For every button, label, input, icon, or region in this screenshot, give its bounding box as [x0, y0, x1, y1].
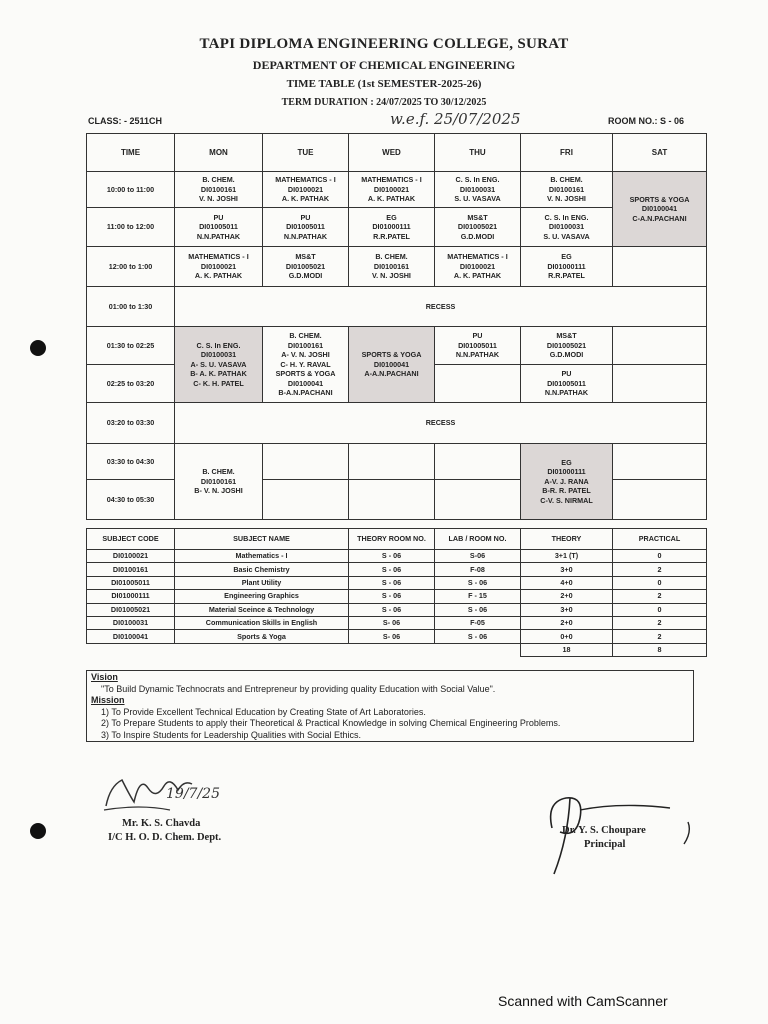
- lecture-cell: [349, 172, 435, 208]
- cell-line: DI01005011: [458, 340, 497, 350]
- col-subject-code: SUBJECT CODE: [87, 529, 175, 550]
- subject-name: Communication Skills in English: [175, 616, 349, 629]
- vision-title: Vision: [91, 672, 118, 682]
- cell-line: A-A.N.PACHANI: [364, 369, 419, 379]
- cell-line: EG: [561, 252, 572, 262]
- wef-date: w.e.f. 25/07/2025: [390, 110, 521, 128]
- subject-row: [87, 576, 707, 589]
- cell-line: B. CHEM.: [202, 175, 235, 185]
- punch-hole: [30, 823, 46, 839]
- subject-row: [87, 616, 707, 629]
- cell-line: C-V. S. NIRMAL: [540, 495, 593, 505]
- subject-code: DI0100031: [87, 616, 175, 629]
- cell-line: A. K. PATHAK: [453, 271, 502, 281]
- empty-cell: [435, 444, 521, 480]
- cell-line: B-A.N.PACHANI: [278, 388, 333, 398]
- empty-cell: [613, 480, 707, 520]
- subject-row: [87, 550, 707, 563]
- cell-line: B-R. R. PATEL: [542, 486, 591, 496]
- practical-hours: 0: [613, 576, 707, 589]
- cell-line: DI0100021: [200, 261, 237, 271]
- cell-line: DI0100041: [287, 378, 324, 388]
- cell-line: DI01005021: [546, 340, 587, 350]
- header-time: TIME: [87, 134, 175, 172]
- hod-title: I/C H. O. D. Chem. Dept.: [108, 832, 222, 843]
- lecture-cell: [521, 327, 613, 365]
- cell-line: DI0100031: [548, 222, 585, 232]
- subject-code: DI0100021: [87, 550, 175, 563]
- lecture-cell-shaded: [521, 444, 613, 520]
- subject-table: [86, 528, 707, 657]
- mission-item: 3) To Inspire Students for Leadership Qualities with Social Ethics.: [101, 729, 361, 740]
- class-label: CLASS: - 2511CH: [88, 116, 163, 126]
- cell-line: V. N. JOSHI: [547, 194, 586, 204]
- time-slot: 01:30 to 02:25: [87, 327, 175, 365]
- header-tue: TUE: [263, 134, 349, 172]
- cell-line: V. N. JOSHI: [372, 271, 411, 281]
- time-slot: 11:00 to 12:00: [87, 208, 175, 247]
- theory-room: S - 06: [349, 563, 435, 576]
- cell-line: MATHEMATICS - I: [447, 252, 508, 262]
- cell-line: B. CHEM.: [375, 252, 408, 262]
- theory-room: S- 06: [349, 630, 435, 643]
- lecture-cell: [435, 327, 521, 365]
- cell-line: DI01005021: [285, 261, 326, 271]
- empty-cell: [613, 365, 707, 403]
- time-slot: 03:20 to 03:30: [87, 403, 175, 444]
- cell-line: B. CHEM.: [202, 467, 235, 477]
- cell-line: MS&T: [556, 331, 577, 341]
- hod-name: Mr. K. S. Chavda: [122, 818, 201, 829]
- cell-line: DI0100161: [200, 184, 237, 194]
- cell-line: A- V. N. JOSHI: [281, 350, 330, 360]
- empty-cell: [613, 327, 707, 365]
- col-theory-room: THEORY ROOM NO.: [349, 529, 435, 550]
- college-name: TAPI DIPLOMA ENGINEERING COLLEGE, SURAT: [199, 36, 569, 52]
- cell-line: DI0100031: [200, 350, 237, 360]
- subject-row: [87, 603, 707, 616]
- cell-line: DI0100161: [287, 340, 324, 350]
- recess-cell: RECESS: [175, 287, 707, 327]
- subject-row: [87, 590, 707, 603]
- cell-line: C. S. In ENG.: [196, 340, 241, 350]
- timetable-title: TIME TABLE (1st SEMESTER-2025-26): [286, 78, 482, 90]
- lecture-cell: [263, 247, 349, 287]
- lecture-cell-shaded: [175, 327, 263, 403]
- cell-line: DI0100021: [373, 184, 410, 194]
- lab-room: S-06: [435, 550, 521, 563]
- practical-hours: 0: [613, 603, 707, 616]
- cell-line: MATHEMATICS - I: [188, 252, 249, 262]
- lecture-cell: [175, 172, 263, 208]
- cell-line: DI0100161: [200, 476, 237, 486]
- theory-room: S - 06: [349, 603, 435, 616]
- lecture-cell: [521, 172, 613, 208]
- cell-line: DI0100041: [641, 204, 678, 214]
- theory-room: S - 06: [349, 550, 435, 563]
- header-wed: WED: [349, 134, 435, 172]
- recess-cell: RECESS: [175, 403, 707, 444]
- subject-name: Mathematics - I: [175, 550, 349, 563]
- theory-hours: 2+0: [521, 590, 613, 603]
- cell-line: DI0100041: [373, 359, 410, 369]
- cell-line: DI0100021: [459, 261, 496, 271]
- principal-name: Dr. Y. S. Choupare: [562, 825, 646, 836]
- camscanner-watermark: Scanned with CamScanner: [498, 993, 668, 1009]
- mission-item: 1) To Provide Excellent Technical Education by Creating State of Art Laboratories.: [101, 706, 426, 717]
- cell-line: SPORTS & YOGA: [629, 194, 690, 204]
- cell-line: R.R.PATEL: [548, 271, 585, 281]
- lab-room: S - 06: [435, 603, 521, 616]
- cell-line: SPORTS & YOGA: [361, 350, 422, 360]
- header-fri: FRI: [521, 134, 613, 172]
- punch-hole: [30, 340, 46, 356]
- lecture-cell: [521, 208, 613, 247]
- cell-line: A. K. PATHAK: [367, 194, 416, 204]
- empty-cell: [349, 480, 435, 520]
- subject-code: DI01000111: [87, 590, 175, 603]
- mission-title: Mission: [91, 695, 125, 705]
- lecture-cell: [435, 208, 521, 247]
- cell-line: S. U. VASAVA: [543, 231, 590, 241]
- lab-room: F-05: [435, 616, 521, 629]
- lab-room: F-08: [435, 563, 521, 576]
- lecture-cell-shaded: [613, 172, 707, 247]
- mission-item: 2) To Prepare Students to apply their Theoretical & Practical Knowledge in solving Chemical Engineering Problems.: [101, 718, 561, 728]
- lecture-cell-shaded: [349, 327, 435, 403]
- cell-line: C. S. In ENG.: [544, 212, 589, 222]
- theory-hours: 0+0: [521, 630, 613, 643]
- subject-name: Material Sceince & Technology: [175, 603, 349, 616]
- cell-line: DI0100161: [548, 184, 585, 194]
- time-slot: 03:30 to 04:30: [87, 444, 175, 480]
- cell-line: S. U. VASAVA: [454, 194, 501, 204]
- cell-line: A. K. PATHAK: [194, 271, 243, 281]
- subject-name: Basic Chemistry: [175, 563, 349, 576]
- lecture-cell: [263, 208, 349, 247]
- lab-room: S - 06: [435, 576, 521, 589]
- cell-line: PU: [561, 369, 572, 379]
- cell-line: DI01005011: [286, 222, 325, 232]
- theory-room: S- 06: [349, 616, 435, 629]
- empty-cell: [613, 444, 707, 480]
- subject-code: DI01005021: [87, 603, 175, 616]
- cell-line: PU: [300, 212, 311, 222]
- lab-room: S - 06: [435, 630, 521, 643]
- lecture-cell: [349, 208, 435, 247]
- lecture-cell: [175, 444, 263, 520]
- cell-line: DI01005011: [199, 222, 238, 232]
- lecture-cell: [263, 172, 349, 208]
- cell-line: C- K. H. PATEL: [193, 378, 244, 388]
- time-slot: 01:00 to 1:30: [87, 287, 175, 327]
- col-lab-room: LAB / ROOM NO.: [435, 529, 521, 550]
- cell-line: SPORTS & YOGA: [275, 369, 336, 379]
- time-slot: 04:30 to 05:30: [87, 480, 175, 520]
- theory-room: S - 06: [349, 590, 435, 603]
- cell-line: C-A.N.PACHANI: [632, 213, 687, 223]
- cell-line: DI0100031: [459, 184, 496, 194]
- cell-line: DI0100161: [373, 261, 410, 271]
- cell-line: PU: [472, 331, 483, 341]
- subject-row: [87, 563, 707, 576]
- lab-room: F - 15: [435, 590, 521, 603]
- empty-cell: [263, 444, 349, 480]
- hod-signature-date: 19/7/25: [166, 786, 220, 802]
- empty-cell: [349, 444, 435, 480]
- cell-line: DI01000111: [547, 467, 586, 477]
- time-slot: 02:25 to 03:20: [87, 365, 175, 403]
- practical-hours: 2: [613, 630, 707, 643]
- lecture-cell: [175, 247, 263, 287]
- total-practical: 8: [613, 643, 707, 656]
- cell-line: A. K. PATHAK: [281, 194, 330, 204]
- subject-name: Sports & Yoga: [175, 630, 349, 643]
- cell-line: B- V. N. JOSHI: [194, 486, 243, 496]
- cell-line: MATHEMATICS - I: [361, 175, 422, 185]
- lecture-cell: [521, 365, 613, 403]
- practical-hours: 2: [613, 563, 707, 576]
- cell-line: A-V. J. RANA: [544, 476, 589, 486]
- cell-line: B. CHEM.: [289, 331, 322, 341]
- lecture-cell: [521, 247, 613, 287]
- lecture-cell: [263, 327, 349, 403]
- col-practical: PRACTICAL: [613, 529, 707, 550]
- term-duration: TERM DURATION : 24/07/2025 TO 30/12/2025: [281, 97, 487, 108]
- col-subject-name: SUBJECT NAME: [175, 529, 349, 550]
- cell-line: DI01005021: [457, 222, 498, 232]
- theory-hours: 3+1 (T): [521, 550, 613, 563]
- time-slot: 10:00 to 11:00: [87, 172, 175, 208]
- cell-line: C. S. In ENG.: [455, 175, 500, 185]
- subject-code: DI0100161: [87, 563, 175, 576]
- header-thu: THU: [435, 134, 521, 172]
- empty-cell: [613, 247, 707, 287]
- header-sat: SAT: [613, 134, 707, 172]
- cell-line: MS&T: [295, 252, 316, 262]
- subject-row: [87, 630, 707, 643]
- room-label: ROOM NO.: S - 06: [608, 116, 685, 126]
- vision-mission-box: [86, 670, 694, 742]
- cell-line: MATHEMATICS - I: [275, 175, 336, 185]
- timetable: [86, 133, 707, 520]
- lecture-cell: [435, 172, 521, 208]
- theory-hours: 3+0: [521, 563, 613, 576]
- cell-line: N.N.PATHAK: [544, 388, 589, 398]
- theory-hours: 4+0: [521, 576, 613, 589]
- practical-hours: 0: [613, 550, 707, 563]
- subject-code: DI0100041: [87, 630, 175, 643]
- header-mon: MON: [175, 134, 263, 172]
- cell-line: V. N. JOSHI: [199, 194, 238, 204]
- lecture-cell: [435, 247, 521, 287]
- cell-line: DI01005011: [547, 378, 586, 388]
- empty-cell: [435, 480, 521, 520]
- cell-line: C- H. Y. RAVAL: [280, 359, 331, 369]
- total-theory: 18: [521, 643, 613, 656]
- cell-line: EG: [386, 212, 397, 222]
- cell-line: G.D.MODI: [549, 350, 584, 360]
- cell-line: PU: [213, 212, 224, 222]
- theory-hours: 2+0: [521, 616, 613, 629]
- empty-cell: [263, 480, 349, 520]
- cell-line: DI01000111: [547, 261, 586, 271]
- cell-line: N.N.PATHAK: [196, 231, 241, 241]
- department-name: DEPARTMENT OF CHEMICAL ENGINEERING: [252, 58, 516, 72]
- cell-line: DI0100021: [287, 184, 324, 194]
- cell-line: B. CHEM.: [550, 175, 583, 185]
- cell-line: R.R.PATEL: [373, 231, 410, 241]
- cell-line: B- A. K. PATHAK: [190, 369, 247, 379]
- cell-line: A- S. U. VASAVA: [190, 359, 247, 369]
- practical-hours: 2: [613, 616, 707, 629]
- lecture-cell: [349, 247, 435, 287]
- cell-line: G.D.MODI: [460, 231, 495, 241]
- cell-line: DI01000111: [372, 222, 411, 232]
- practical-hours: 2: [613, 590, 707, 603]
- cell-line: N.N.PATHAK: [283, 231, 328, 241]
- principal-title: Principal: [584, 839, 626, 850]
- cell-line: G.D.MODI: [288, 271, 323, 281]
- lecture-cell: [175, 208, 263, 247]
- time-slot: 12:00 to 1:00: [87, 247, 175, 287]
- subject-name: Plant Utility: [175, 576, 349, 589]
- theory-room: S - 06: [349, 576, 435, 589]
- cell-line: N.N.PATHAK: [455, 350, 500, 360]
- vision-text: "To Build Dynamic Technocrats and Entrepreneur by providing quality Education with Social Value".: [101, 683, 496, 694]
- subject-code: DI01005011: [87, 576, 175, 589]
- theory-hours: 3+0: [521, 603, 613, 616]
- cell-line: EG: [561, 457, 572, 467]
- cell-line: MS&T: [467, 212, 488, 222]
- col-theory: THEORY: [521, 529, 613, 550]
- subject-name: Engineering Graphics: [175, 590, 349, 603]
- empty-cell: [435, 365, 521, 403]
